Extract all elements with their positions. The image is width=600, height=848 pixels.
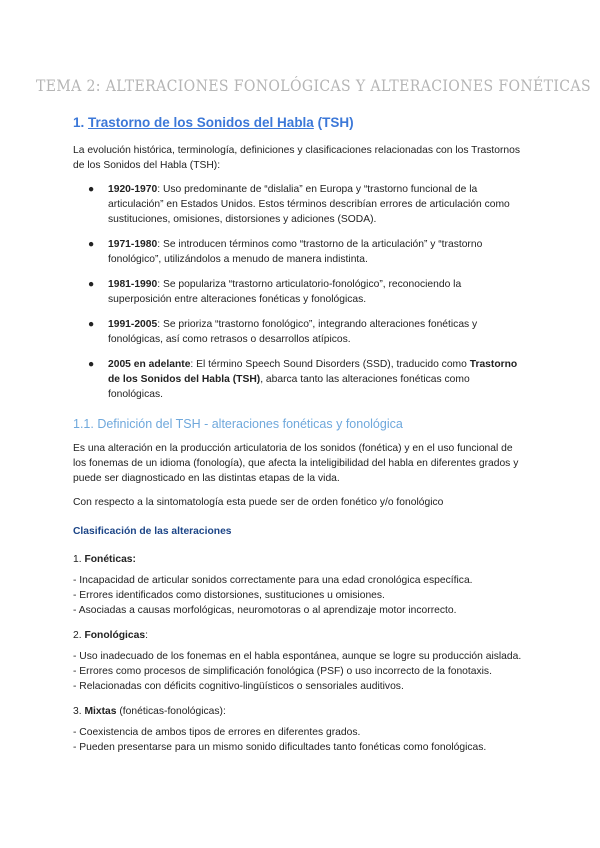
list-item [73, 237, 525, 267]
classification-group-fonologicas [73, 628, 525, 694]
group-number: 1. [73, 554, 85, 565]
item-text: : Se introducen términos como “trastorno de la articulación” y “trastorno fonológico”, utilizándolos a menudo de manera indistinta. [108, 239, 483, 265]
history-list [73, 182, 525, 402]
section-1-number: 1. [73, 115, 85, 130]
group-line: - Relacionadas con déficits cognitivo-lingüísticos o sensoriales auditivos. [73, 681, 404, 692]
item-text: : El término Speech Sound Disorders (SSD), traducido como [190, 359, 470, 370]
group-number: 3. [73, 706, 85, 717]
item-lead: 1991-2005 [108, 319, 158, 330]
group-number: 2. [73, 630, 85, 641]
item-lead: 1981-1990 [108, 279, 158, 290]
section-1-heading [73, 114, 525, 132]
group-name: Fonéticas: [84, 554, 136, 565]
document-title: TEMA 2: ALTERACIONES FONOLÓGICAS Y ALTERACIONES FONÉTICAS [36, 76, 591, 95]
classification-heading: Clasificación de las alteraciones [73, 526, 232, 537]
section-1-suffix: (TSH) [317, 115, 354, 130]
item-text: , abarca tanto las alteraciones fonéticas como fonológicas. [108, 374, 470, 400]
bullet-icon: ● [88, 319, 95, 330]
section-1-intro: La evolución histórica, terminología, definiciones y clasificaciones relacionadas con los Trastornos de los Sonidos del Habla (TSH): [73, 145, 521, 171]
group-line: - Coexistencia de ambos tipos de errores en diferentes grados. [73, 727, 361, 738]
list-item [73, 317, 525, 347]
group-extra: : [145, 630, 148, 641]
group-title [73, 552, 525, 567]
item-text: : Uso predominante de “dislalia” en Europa y “trastorno funcional de la articulación” en Estados Unidos. Estos términos describían errores de articulación como sustituciones, omisiones, distorsiones y adiciones (SODA). [108, 184, 510, 225]
section-1-1-heading: 1.1. Definición del TSH - alteraciones fonéticas y fonológica [73, 417, 403, 431]
group-line: - Incapacidad de articular sonidos correctamente para una edad cronológica específica. [73, 575, 473, 586]
list-item [73, 357, 525, 402]
bullet-icon: ● [88, 184, 95, 195]
group-title [73, 628, 525, 643]
group-name: Fonológicas [84, 630, 146, 641]
group-line: - Errores identificados como distorsiones, sustituciones u omisiones. [73, 590, 385, 601]
item-lead: 2005 en adelante [108, 359, 191, 370]
group-line: - Errores como procesos de simplificación fonológica (PSF) o uso incorrecto de la fonotaxis. [73, 666, 492, 677]
item-lead: 1920-1970 [108, 184, 158, 195]
group-extra: (fonéticas-fonológicas): [116, 706, 226, 717]
bullet-icon: ● [88, 279, 95, 290]
bullet-icon: ● [88, 359, 95, 370]
section-1-link[interactable]: Trastorno de los Sonidos del Habla [88, 115, 314, 130]
group-title [73, 704, 525, 719]
bullet-icon: ● [88, 239, 95, 250]
item-text: : Se prioriza “trastorno fonológico”, integrando alteraciones fonéticas y fonológicas, así como retrasos o desarrollos atípicos. [108, 319, 478, 345]
group-name: Mixtas [84, 706, 117, 717]
list-item [73, 277, 525, 307]
section-1-1-paragraph: Con respecto a la sintomatología esta puede ser de orden fonético y/o fonológico [73, 497, 444, 508]
item-lead: 1971-1980 [108, 239, 158, 250]
list-item [73, 182, 525, 227]
classification-group-mixtas [73, 704, 525, 755]
group-line: - Uso inadecuado de los fonemas en el habla espontánea, aunque se logre su producción aislada. [73, 651, 522, 662]
item-bold-term: Trastorno de los Sonidos del Habla (TSH) [108, 359, 518, 385]
group-line: - Pueden presentarse para un mismo sonido dificultades tanto fonéticas como fonológicas. [73, 742, 487, 753]
document-body [73, 114, 525, 765]
group-line: - Asociadas a causas morfológicas, neuromotoras o al aprendizaje motor incorrecto. [73, 605, 457, 616]
classification-group-foneticas [73, 552, 525, 618]
item-text: : Se populariza “trastorno articulatorio-fonológico”, reconociendo la superposición entre alteraciones fonéticas y fonológicas. [108, 279, 462, 305]
section-1-1-paragraph: Es una alteración en la producción articulatoria de los sonidos (fonética) y en el uso funcional de los fonemas de un idioma (fonología), que afecta la inteligibilidad del habla en diferentes grados y puede ser diagnosticado en las distintas etapas de la vida. [73, 443, 519, 484]
